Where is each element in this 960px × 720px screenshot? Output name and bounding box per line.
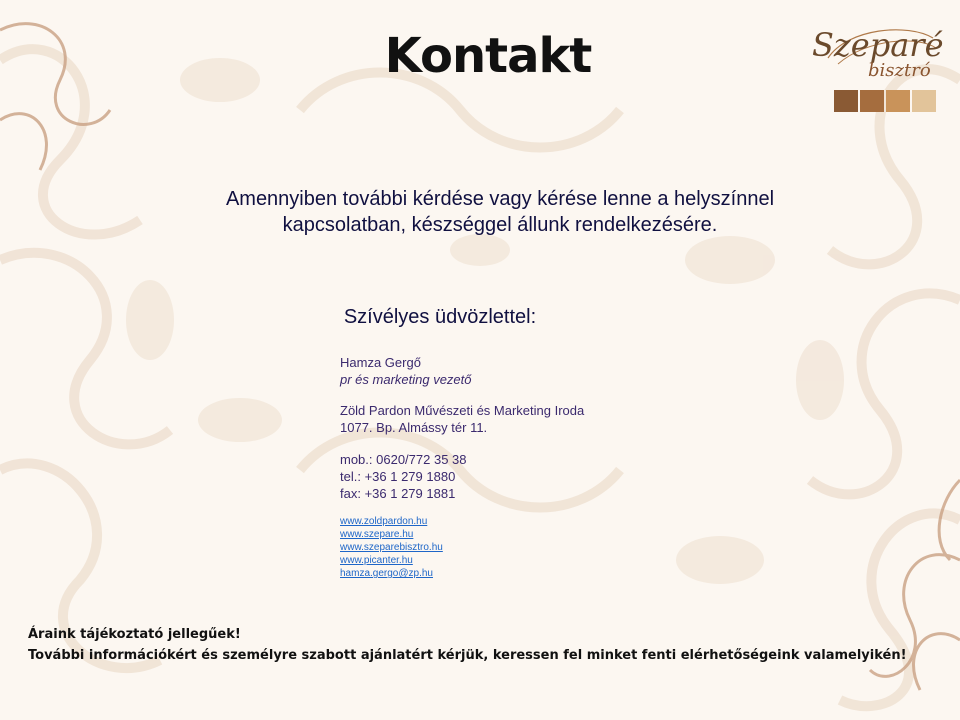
intro-text: Amennyiben további kérdése vagy kérése lenne a helyszínnel kapcsolatban, készséggel állunk rendelkezésére. bbox=[225, 188, 775, 236]
page-title: Kontakt bbox=[384, 28, 592, 84]
contact-company: Zöld Pardon Művészeti és Marketing Iroda bbox=[340, 403, 585, 418]
swatch-3 bbox=[886, 90, 910, 112]
logo-swatches bbox=[834, 90, 936, 112]
link-picanter[interactable]: www.picanter.hu bbox=[340, 555, 413, 566]
contact-address: 1077. Bp. Almássy tér 11. bbox=[340, 420, 488, 435]
contact-mobile: mob.: 0620/772 35 38 bbox=[340, 452, 467, 467]
links-list bbox=[340, 515, 443, 580]
contact-fax: fax: +36 1 279 1881 bbox=[340, 486, 456, 501]
link-szepare[interactable]: www.szepare.hu bbox=[340, 529, 414, 540]
logo-brand: Szeparé bbox=[812, 26, 944, 64]
link-zoldpardon[interactable]: www.zoldpardon.hu bbox=[340, 516, 428, 527]
greeting: Szívélyes üdvözlettel: bbox=[343, 306, 537, 328]
swatch-2 bbox=[860, 90, 884, 112]
swatch-4 bbox=[912, 90, 936, 112]
logo-sub: bisztró bbox=[868, 60, 931, 81]
footer-line-1: Áraink tájékoztató jellegűek! bbox=[28, 627, 241, 642]
link-szeparebisztro[interactable]: www.szeparebisztro.hu bbox=[340, 542, 443, 553]
szepare-logo bbox=[808, 18, 944, 118]
swatch-1 bbox=[834, 90, 858, 112]
footer-note bbox=[28, 624, 907, 666]
link-email[interactable]: hamza.gergo@zp.hu bbox=[340, 568, 433, 579]
contact-role: pr és marketing vezető bbox=[340, 372, 472, 387]
contact-name: Hamza Gergő bbox=[340, 355, 421, 370]
footer-line-2: További információkért és személyre szabott ajánlatért kérjük, keressen fel minket fenti elérhetőségeink valamelyikén! bbox=[28, 648, 907, 663]
contact-tel: tel.: +36 1 279 1880 bbox=[340, 469, 456, 484]
contact-block bbox=[340, 354, 584, 502]
